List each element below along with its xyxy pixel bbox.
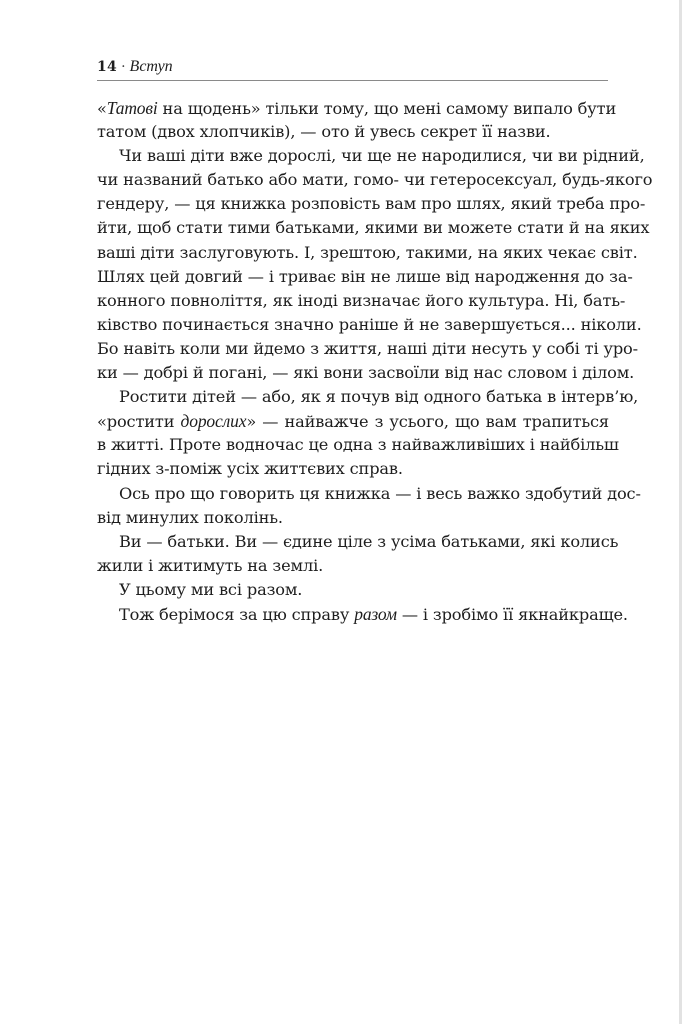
text-run: Бо навіть коли ми йдемо з життя, наші діти несуть у собі ті уро- (97, 338, 638, 358)
text-run: на щодень» тільки тому, що мені самому випало бути (157, 99, 617, 118)
text-run: в житті. Проте водночас це одна з найважливіших і найбільш (97, 435, 619, 455)
text-line (97, 385, 639, 409)
text-line (97, 506, 609, 530)
text-line (97, 144, 645, 168)
italic-text: дорослих (180, 411, 247, 432)
text-run: ваші діти заслуговують. І, зрештою, такими, на яких чекає світ. (97, 242, 638, 262)
text-run: Тож берімося за цю справу (119, 604, 355, 624)
page-number: 14 (97, 59, 118, 75)
text-run: ківство починається значно раніше й не завершується... ніколи. (97, 314, 642, 334)
paragraph (97, 602, 628, 626)
text-run: « (97, 99, 107, 118)
text-line (97, 554, 609, 578)
text-line (97, 96, 617, 120)
text-run: У цьому ми всі разом. (119, 579, 303, 599)
text-line (97, 361, 635, 385)
text-run: Ви — батьки. Ви — єдине ціле з усіма батьками, які колись (119, 531, 619, 551)
text-line (97, 578, 609, 602)
text-run: — і зробімо її якнайкраще. (396, 604, 628, 624)
text-line (97, 482, 641, 506)
text-run: » — найважче з усього, що вам трапиться (246, 412, 609, 432)
paragraph (97, 578, 609, 602)
italic-text: Татові (106, 98, 158, 118)
text-run: ки — добрі й погані, — які вони засвоїли від нас словом і ділом. (97, 363, 635, 383)
text-line (97, 602, 628, 626)
text-run: від минулих поколінь. (97, 507, 283, 527)
paragraph (97, 96, 617, 144)
text-run: Ось про що говорить ця книжка — і весь важко здобутий дос- (119, 483, 641, 503)
text-run: гендеру, — ця книжка розповість вам про шлях, який треба про- (97, 194, 646, 214)
text-run: Ростити дітей — або, як я почув від одного батька в інтерв’ю, (119, 387, 639, 407)
paragraph (97, 530, 619, 578)
text-line (97, 168, 653, 192)
text-line (97, 530, 619, 554)
text-run: татом (двох хлопчиків), — ото й увесь секрет її назви. (97, 122, 551, 142)
text-run: йти, щоб стати тими батьками, якими ви можете стати й на яких (97, 218, 650, 238)
text-run: конного повноліття, як іноді визначає його культура. Ні, бать- (97, 290, 626, 310)
text-line (97, 216, 650, 240)
text-run: жили і житимуть на землі. (97, 555, 324, 575)
text-line (97, 289, 626, 313)
chapter-title: Вступ (129, 58, 173, 75)
italic-text: разом (354, 603, 397, 624)
text-line (97, 120, 609, 144)
text-line (97, 313, 642, 337)
text-line (97, 192, 646, 216)
text-line (97, 433, 619, 457)
text-line (97, 337, 638, 361)
text-run: Чи ваші діти вже дорослі, чи ще не народилися, чи ви рідний, (119, 146, 645, 166)
text-run: «ростити (97, 412, 181, 432)
text-run: гідних з-поміж усіх життєвих справ. (97, 459, 403, 479)
paragraph (97, 385, 639, 481)
paragraph (97, 482, 641, 530)
text-run: чи названий батько або мати, гомо- чи гетеросексуал, будь-якого (97, 170, 653, 190)
body-text (97, 96, 653, 626)
text-line (97, 241, 638, 265)
text-run: Шлях цей довгий — і триває він не лише від народження до за- (97, 266, 633, 286)
text-line (97, 409, 609, 433)
paragraph (97, 144, 653, 385)
text-line (97, 265, 633, 289)
text-line (97, 457, 609, 481)
running-header (97, 58, 608, 81)
header-separator: · (121, 59, 126, 75)
